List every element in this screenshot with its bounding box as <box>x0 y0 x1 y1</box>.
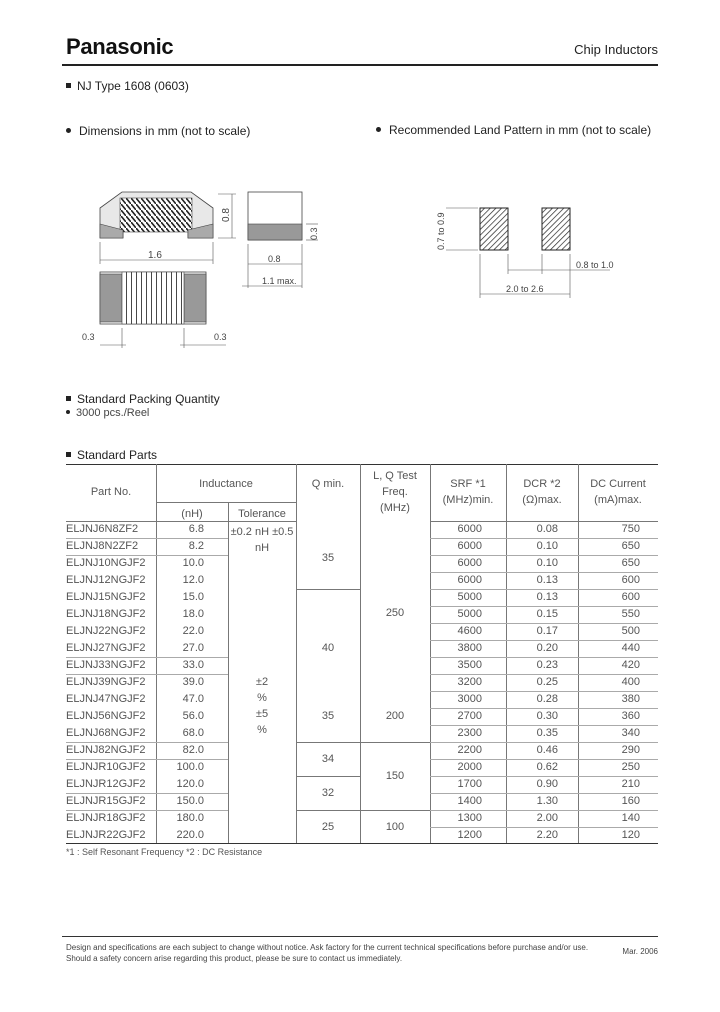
page-category: Chip Inductors <box>574 42 658 57</box>
dc-current-cell: 250 <box>621 761 640 773</box>
brand-logo: Panasonic <box>66 34 174 59</box>
q-group: 34 <box>321 753 335 765</box>
row-rule <box>66 810 228 811</box>
row-rule <box>66 657 228 658</box>
q-group-rule <box>296 776 360 777</box>
q-group: 40 <box>321 642 335 654</box>
part-number-cell: ELJNJ8N2ZF2 <box>66 540 139 552</box>
dc-current-cell: 140 <box>621 812 640 824</box>
dcr-cell: 2.20 <box>536 829 558 841</box>
tolerance-group-2: ±2 % ±5 % <box>255 676 269 736</box>
srf-cell: 3500 <box>457 659 482 671</box>
dc-current-cell: 500 <box>621 625 640 637</box>
dc-current-cell: 160 <box>621 795 640 807</box>
revision-date: Mar. 2006 <box>622 947 658 956</box>
dcr-cell: 1.30 <box>536 795 558 807</box>
header-dc-current: DC Current (mA)max. <box>590 478 646 506</box>
header-srf: SRF *1 (MHz)min. <box>442 478 494 506</box>
footer-divider <box>62 936 658 937</box>
srf-cell: 2700 <box>457 710 482 722</box>
srf-cell: 3000 <box>457 693 482 705</box>
header-bottom-rule <box>156 521 296 522</box>
square-bullet-icon <box>66 452 71 457</box>
srf-cell: 5000 <box>457 608 482 620</box>
srf-cell: 5000 <box>457 591 482 603</box>
inductance-cell: 10.0 <box>182 557 204 569</box>
row-rule <box>430 827 658 828</box>
part-number-cell: ELJNJR18GJF2 <box>66 812 146 824</box>
row-rule <box>430 555 658 556</box>
srf-cell: 6000 <box>457 540 482 552</box>
part-number-cell: ELJNJR10GJF2 <box>66 761 146 773</box>
q-group: 35 <box>321 552 335 564</box>
packing-value <box>66 407 149 419</box>
dcr-cell: 0.28 <box>536 693 558 705</box>
inductance-cell: 220.0 <box>176 829 204 841</box>
length-label: 1.6 <box>148 250 162 261</box>
part-number-cell: ELJNJ18NGJF2 <box>66 608 146 620</box>
dc-current-cell: 650 <box>621 557 640 569</box>
dcr-cell: 0.10 <box>536 540 558 552</box>
row-rule <box>430 606 658 607</box>
dc-current-cell: 360 <box>621 710 640 722</box>
inductance-cell: 22.0 <box>182 625 204 637</box>
q-group-rule <box>296 589 360 590</box>
square-bullet-icon <box>66 83 71 88</box>
inductance-cell: 12.0 <box>182 574 204 586</box>
row-rule <box>430 776 658 777</box>
srf-cell: 1200 <box>457 829 482 841</box>
standard-parts-heading-text: Standard Parts <box>77 448 158 462</box>
part-number-cell: ELJNJR15GJF2 <box>66 795 146 807</box>
dcr-cell: 2.00 <box>536 812 558 824</box>
row-rule <box>430 623 658 624</box>
srf-cell: 1400 <box>457 795 482 807</box>
inductance-cell: 82.0 <box>182 744 204 756</box>
type-line-text: NJ Type 1608 (0603) <box>77 79 189 93</box>
inductance-cell: 120.0 <box>176 778 204 790</box>
inductance-cell: 33.0 <box>182 659 204 671</box>
row-rule <box>66 759 228 760</box>
dcr-cell: 0.62 <box>536 761 558 773</box>
dcr-cell: 0.35 <box>536 727 558 739</box>
dcr-cell: 0.15 <box>536 608 558 620</box>
terminal-left-label: 0.3 <box>82 332 95 342</box>
part-number-cell: ELJNJ33NGJF2 <box>66 659 146 671</box>
table-top-rule <box>66 464 658 465</box>
srf-cell: 4600 <box>457 625 482 637</box>
inductance-cell: 6.8 <box>188 523 204 535</box>
part-number-cell: ELJNJ6N8ZF2 <box>66 523 139 535</box>
header-inductance-rule <box>156 502 296 503</box>
row-rule <box>430 759 658 760</box>
pad-height-label: 0.7 to 0.9 <box>436 212 446 250</box>
dcr-cell: 0.90 <box>536 778 558 790</box>
width-label: 0.8 <box>268 254 281 264</box>
packing-heading <box>66 392 220 406</box>
part-number-cell: ELJNJ15NGJF2 <box>66 591 146 603</box>
inductance-cell: 18.0 <box>182 608 204 620</box>
row-rule <box>430 793 658 794</box>
row-rule <box>430 810 658 811</box>
inductance-cell: 100.0 <box>176 761 204 773</box>
row-rule <box>66 555 228 556</box>
q-group: 35 <box>321 710 335 722</box>
row-rule <box>430 725 658 726</box>
part-number-cell: ELJNJ82NGJF2 <box>66 744 146 756</box>
total-label: 2.0 to 2.6 <box>506 284 544 294</box>
dc-current-cell: 120 <box>621 829 640 841</box>
dimension-drawing <box>66 180 319 350</box>
part-number-cell: ELJNJR12GJF2 <box>66 778 146 790</box>
srf-cell: 6000 <box>457 523 482 535</box>
bullet-icon <box>66 410 70 414</box>
header-tolerance: Tolerance <box>238 508 286 520</box>
bullet-icon <box>66 128 71 133</box>
srf-cell: 1300 <box>457 812 482 824</box>
freq-group: 150 <box>385 770 405 782</box>
inductance-cell: 150.0 <box>176 795 204 807</box>
dc-current-cell: 290 <box>621 744 640 756</box>
dcr-cell: 0.13 <box>536 591 558 603</box>
dc-current-cell: 600 <box>621 591 640 603</box>
land-pattern-drawing <box>430 200 650 310</box>
srf-cell: 3800 <box>457 642 482 654</box>
q-group: 32 <box>321 787 335 799</box>
dcr-cell: 0.08 <box>536 523 558 535</box>
part-number-cell: ELJNJ56NGJF2 <box>66 710 146 722</box>
row-rule <box>430 640 658 641</box>
row-rule <box>430 589 658 590</box>
gap-label: 0.8 to 1.0 <box>576 260 614 270</box>
dcr-cell: 0.10 <box>536 557 558 569</box>
dcr-cell: 0.23 <box>536 659 558 671</box>
standard-parts-table <box>66 464 658 844</box>
freq-group: 100 <box>385 821 405 833</box>
srf-cell: 2000 <box>457 761 482 773</box>
q-group-rule <box>296 810 360 811</box>
table-bottom-rule <box>66 843 658 844</box>
row-rule <box>66 793 228 794</box>
header-nh: (nH) <box>181 508 203 520</box>
dimensions-heading-text: Dimensions in mm (not to scale) <box>79 124 251 138</box>
dcr-cell: 0.25 <box>536 676 558 688</box>
row-rule <box>430 708 658 709</box>
header-test-freq: L, Q Test Freq. (MHz) <box>373 470 417 514</box>
inductance-cell: 8.2 <box>188 540 204 552</box>
part-number-cell: ELJNJR22GJF2 <box>66 829 146 841</box>
header-q-min: Q min. <box>311 478 345 490</box>
header-dcr: DCR *2 (Ω)max. <box>522 478 562 506</box>
footnote: *1 : Self Resonant Frequency *2 : DC Resistance <box>66 847 263 857</box>
inductance-cell: 180.0 <box>176 812 204 824</box>
disclaimer-line-2: Should a safety concern arise regarding this product, please be sure to contact us immediately. <box>66 954 403 963</box>
dcr-cell: 0.17 <box>536 625 558 637</box>
part-number-cell: ELJNJ47NGJF2 <box>66 693 146 705</box>
row-rule <box>430 691 658 692</box>
part-number-cell: ELJNJ22NGJF2 <box>66 625 146 637</box>
side-height-label: 0.3 <box>309 227 319 240</box>
srf-cell: 2200 <box>457 744 482 756</box>
side-width-label: 1.1 max. <box>262 276 297 286</box>
dc-current-cell: 440 <box>621 642 640 654</box>
dcr-cell: 0.46 <box>536 744 558 756</box>
part-number-cell: ELJNJ10NGJF2 <box>66 557 146 569</box>
header-part-no: Part No. <box>90 486 132 498</box>
dc-current-cell: 340 <box>621 727 640 739</box>
srf-cell: 3200 <box>457 676 482 688</box>
dcr-cell: 0.30 <box>536 710 558 722</box>
row-rule <box>66 674 228 675</box>
header-bottom-rule <box>430 521 658 522</box>
land-pattern-heading-text: Recommended Land Pattern in mm (not to scale) <box>389 123 652 137</box>
freq-group: 250 <box>385 607 405 619</box>
inductance-cell: 15.0 <box>182 591 204 603</box>
header-bottom-rule <box>66 521 156 522</box>
dc-current-cell: 400 <box>621 676 640 688</box>
freq-group-rule <box>360 742 430 743</box>
dc-current-cell: 750 <box>621 523 640 535</box>
standard-parts-heading <box>66 448 157 462</box>
dc-current-cell: 600 <box>621 574 640 586</box>
row-rule <box>430 657 658 658</box>
part-number-cell: ELJNJ27NGJF2 <box>66 642 146 654</box>
dcr-cell: 0.13 <box>536 574 558 586</box>
srf-cell: 2300 <box>457 727 482 739</box>
terminal-right-label: 0.3 <box>214 332 227 342</box>
inductance-cell: 47.0 <box>182 693 204 705</box>
dc-current-cell: 210 <box>621 778 640 790</box>
height-label: 0.8 <box>221 208 232 222</box>
packing-heading-text: Standard Packing Quantity <box>77 392 220 406</box>
type-line <box>66 79 189 93</box>
dc-current-cell: 380 <box>621 693 640 705</box>
land-pattern-heading <box>376 123 651 137</box>
dc-current-cell: 420 <box>621 659 640 671</box>
square-bullet-icon <box>66 396 71 401</box>
srf-cell: 6000 <box>457 557 482 569</box>
freq-group-rule <box>360 810 430 811</box>
header-divider <box>62 64 658 66</box>
disclaimer-line-1: Design and specifications are each subject to change without notice. Ask factory for the current technical specifications before purchase and/or use. <box>66 943 589 952</box>
row-rule <box>430 572 658 573</box>
dimensions-heading <box>66 124 250 138</box>
row-rule <box>430 538 658 539</box>
inductance-cell: 68.0 <box>182 727 204 739</box>
part-number-cell: ELJNJ68NGJF2 <box>66 727 146 739</box>
q-group: 25 <box>321 821 335 833</box>
q-group-rule <box>296 742 360 743</box>
row-rule <box>430 674 658 675</box>
front-view <box>100 192 236 264</box>
inductance-cell: 56.0 <box>182 710 204 722</box>
srf-cell: 1700 <box>457 778 482 790</box>
disclaimer <box>66 942 588 964</box>
inductance-cell: 39.0 <box>182 676 204 688</box>
dcr-cell: 0.20 <box>536 642 558 654</box>
packing-value-text: 3000 pcs./Reel <box>76 407 150 419</box>
side-view <box>242 192 319 288</box>
bullet-icon <box>376 127 381 132</box>
tolerance-group-1: ±0.2 nH ±0.5 nH <box>230 526 294 554</box>
header-inductance: Inductance <box>199 478 253 490</box>
row-rule <box>430 742 658 743</box>
row-rule <box>66 538 228 539</box>
part-number-cell: ELJNJ39NGJF2 <box>66 676 146 688</box>
srf-cell: 6000 <box>457 574 482 586</box>
part-number-cell: ELJNJ12NGJF2 <box>66 574 146 586</box>
row-rule <box>66 742 228 743</box>
dc-current-cell: 550 <box>621 608 640 620</box>
dc-current-cell: 650 <box>621 540 640 552</box>
top-view <box>82 272 227 348</box>
inductance-cell: 27.0 <box>182 642 204 654</box>
col-divider <box>360 464 361 844</box>
freq-group: 200 <box>385 710 405 722</box>
